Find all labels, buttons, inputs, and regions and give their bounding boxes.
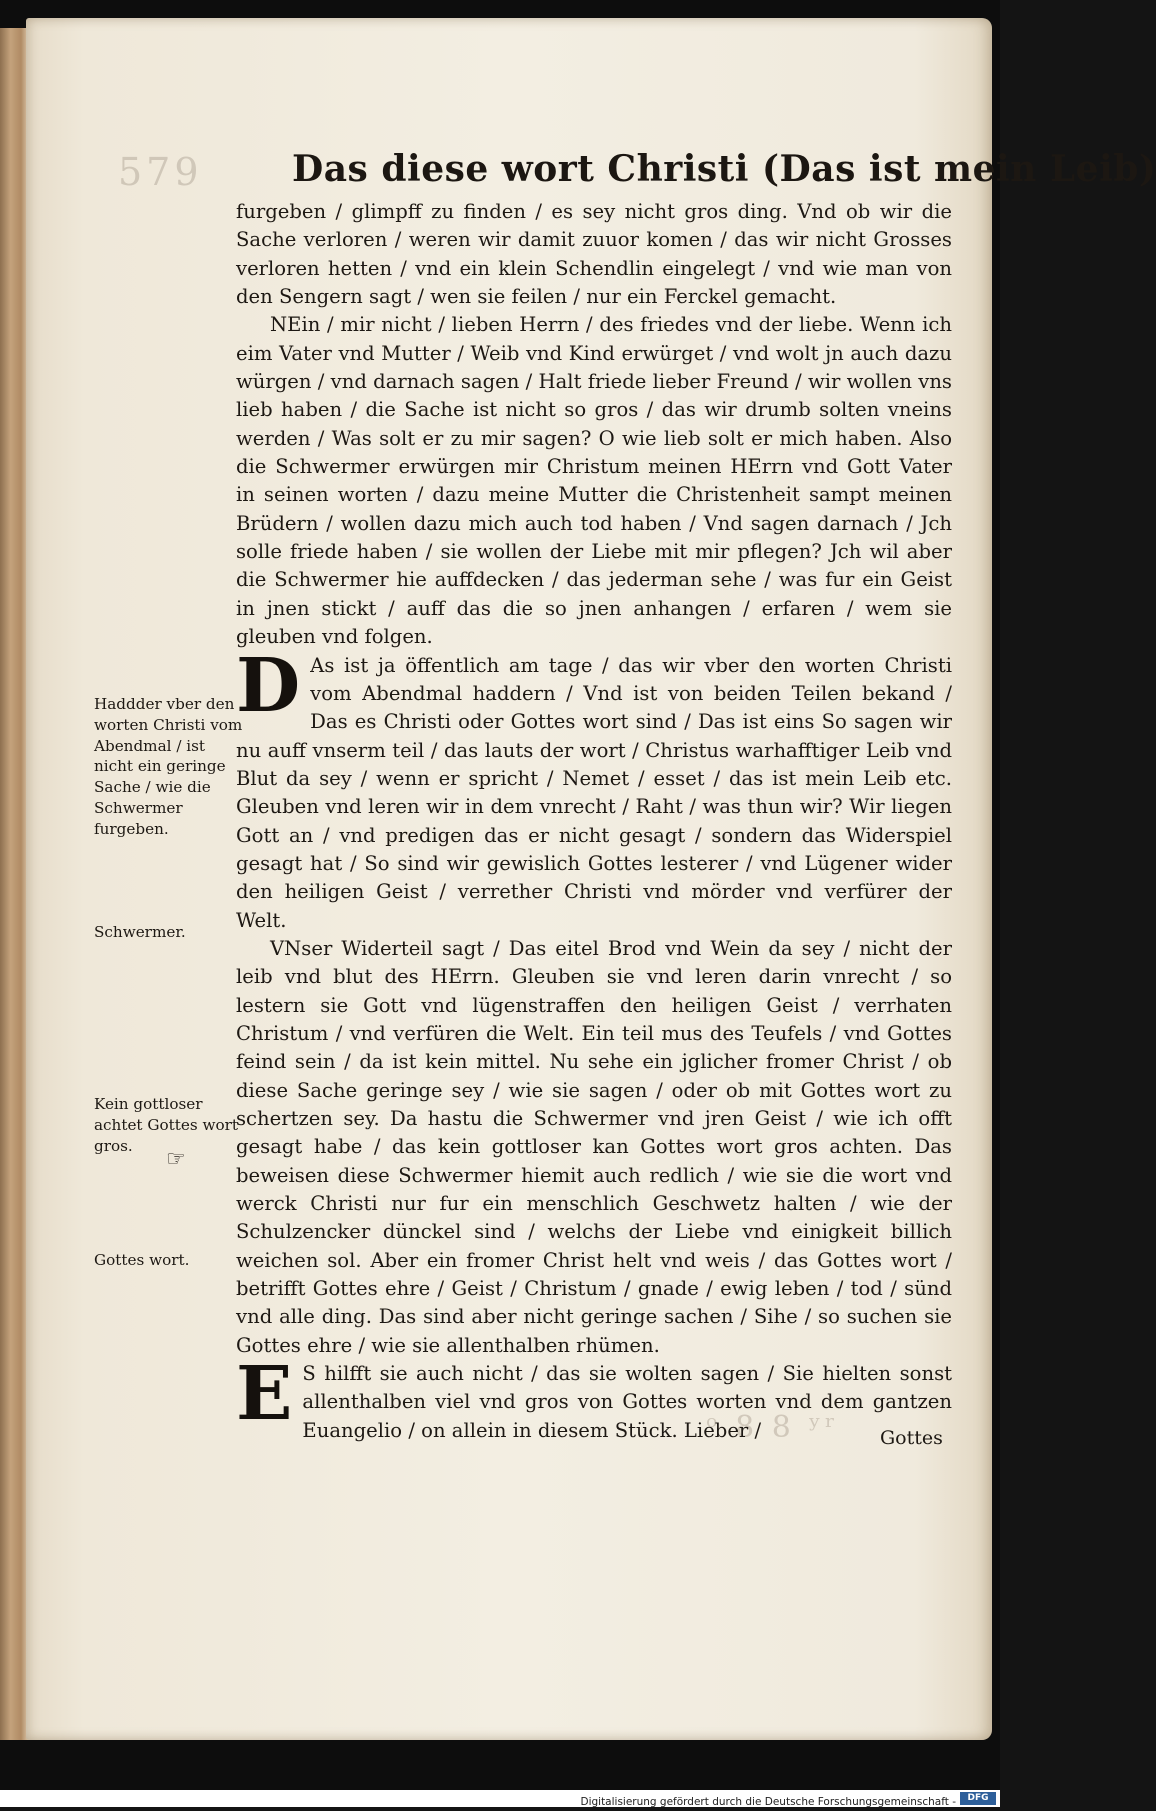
manicule-icon: ☞ bbox=[166, 1147, 186, 1172]
initial-e: E bbox=[236, 1351, 293, 1438]
digitization-footer bbox=[0, 1790, 1000, 1807]
paragraph-3 bbox=[236, 642, 952, 935]
dfg-logo: DFG bbox=[960, 1792, 996, 1805]
paragraph-3-text: As ist ja öffentlich am tage / das wir vber den worten Christi vom Abendmal haddern / Vnd ist von beiden Teilen bekand / Das es Christi oder Gottes wort sind / Das ist eins So sagen wir nu auff vnserm teil / das lauts der wort / Christus warhafftiger Leib vnd Blut da sey / wenn er spricht / Nemet / esset / das ist mein Leib etc. Gleuben vnd leren wir in dem vnrecht / Raht / was thun wir? Wir liegen Gott an / vnd predigen das er nicht gesagt / sondern das Widerspiel gesagt hat / So sind wir gewislich Gottes lesterer / vnd Lügener wider den heiligen Geist / verrether Christi vnd mörder vnd verfürer der Welt. bbox=[236, 653, 952, 932]
margin-note-schwermer: Schwermer. bbox=[94, 923, 186, 941]
main-text-block bbox=[236, 198, 952, 1445]
paragraph-5-text: S hilfft sie auch nicht / das sie wolten sagen / Sie hielten sonst allenthalben viel vnd gros von Gottes worten vnd dem gantzen Euangelio / on allein in diesem Stück. Lieber / bbox=[302, 1362, 952, 1442]
paragraph-5 bbox=[236, 1351, 952, 1445]
paragraph-4: VNser Widerteil sagt / Das eitel Brod vnd Wein da sey / nicht der leib vnd blut des HErrn. Gleuben sie vnd leren darin vnrecht / so lestern sie Gott vnd lügenstraffen den heiligen Geist / verrhaten Christum / vnd verfüren die Welt. Ein teil mus des Teufels / vnd Gottes feind sein / da ist kein mittel. Nu sehe ein jglicher fromer Christ / ob diese Sache geringe sey / wie sie sagen / oder ob mit Gottes wort zu schertzen sey. Da hastu die Schwermer vnd jren Geist / wie ich offt gesagt habe / das kein gottloser kan Gottes wort gros achten. Das beweisen diese Schwermer hiemit auch redlich / wie sie die wort vnd werck Christi nur fur ein menschlich Geschwetz halten / wie der Schulzencker dünckel sind / welchs der Liebe vnd einigkeit billich weichen sol. Aber ein fromer Christ helt vnd weis / das Gottes wort / betrifft Gottes ehre / Geist / Christum / gnade / ewig leben / tod / sünd vnd alle ding. Das sind aber nicht geringe sachen / Sihe / so suchen sie Gottes ehre / wie sie allenthalben rhümen. bbox=[236, 936, 952, 1357]
margin-note-gottloser: Kein gottloser achtet Gottes wort gros. bbox=[94, 1095, 238, 1155]
catchword: Gottes bbox=[880, 1427, 943, 1449]
initial-d: D bbox=[236, 642, 301, 729]
paragraph-2: NEin / mir nicht / lieben Herrn / des friedes vnd der liebe. Wenn ich eim Vater vnd Mutter / Weib vnd Kind erwürget / vnd wolt jn auch dazu würgen / vnd darnach sagen / Halt friede lieber Freund / wir wollen vns lieb haben / die Sache ist nicht so gros / das wir drumb solten vneins werden / Was solt er zu mir sagen? O wie lieb solt er mich haben. Also die Schwermer erwürgen mir Christum meinen HErrn vnd Gott Vater in seinen worten / dazu meine Mutter die Christenheit sampt meinen Brüdern / wollen dazu mich auch tod haben / Vnd sagen darnach / Jch solle friede haben / sie wollen der Liebe mit mir pflegen? Jch wil aber die Schwermer hie auffdecken / das jederman sehe / was fur ein Geist in jnen stickt / auff das die so jnen anhangen / erfaren / wem sie gleuben vnd folgen. bbox=[236, 313, 952, 649]
margin-note-haddder: Haddder vber den worten Christi vom Abendmal / ist nicht ein geringe Sache / wie die Schwermer furgeben. bbox=[94, 695, 243, 838]
paragraph-1: furgeben / glimpff zu finden / es sey nicht gros ding. Vnd ob wir die Sache verloren / weren wir damit zuuor komen / das wir nicht Grosses verloren hetten / vnd ein klein Schendlin eingelegt / vnd wie man von den Sengern sagt / wen sie feilen / nur ein Ferckel gemacht. bbox=[236, 200, 952, 309]
show-through-text: ᵒ 8 8 ʸʳ bbox=[706, 1410, 840, 1445]
footer-credit: Digitalisierung gefördert durch die Deutsche Forschungsgemeinschaft - bbox=[580, 1796, 956, 1808]
running-header: Das diese wort Christi (Das ist mein Leib) bbox=[292, 148, 1156, 190]
show-through-page-number: 579 bbox=[118, 150, 203, 194]
margin-note-gottes-wort: Gottes wort. bbox=[94, 1251, 190, 1269]
